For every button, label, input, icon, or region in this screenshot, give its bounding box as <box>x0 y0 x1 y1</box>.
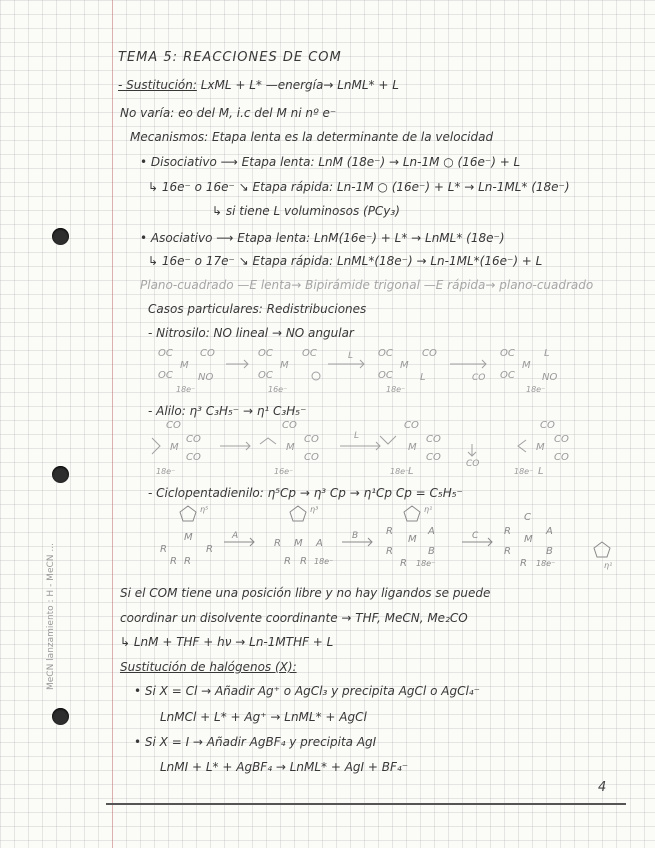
ligand-label: R <box>386 546 393 557</box>
chloride-line: • Si X = Cl → Añadir Ag⁺ o AgCl₃ y precipita AgCl o AgCl₄⁻ <box>134 684 480 698</box>
ligand-label: A <box>546 526 553 537</box>
electron-count: 18e⁻ <box>314 557 334 566</box>
mecanismos-line: Mecanismos: Etapa lenta es la determinante de la velocidad <box>130 130 494 144</box>
page-rule <box>106 803 626 805</box>
ligand-label: R <box>386 526 393 537</box>
page-title: TEMA 5: REACCIONES DE COM <box>118 50 342 65</box>
disociativo-fast-line: ↳ 16e⁻ o 16e⁻ ↘ Etapa rápida: Ln-1M ○ (16e⁻) + L* → Ln-1ML* (18e⁻) <box>148 180 570 194</box>
ligand-label: R <box>400 558 407 569</box>
ligand-label: CO <box>404 420 419 431</box>
ligand-label: L <box>408 466 414 477</box>
ligand-label: B <box>546 546 553 557</box>
nitrosilo-diagram <box>150 340 590 402</box>
geometry-path-line: Plano-cuadrado —E lenta→ Bipirámide trigonal —E rápida→ plano-cuadrado <box>140 278 594 292</box>
asociativo-fast-line: ↳ 16e⁻ o 17e⁻ ↘ Etapa rápida: LnML*(18e⁻) → Ln-1ML*(16e⁻) + L <box>148 254 543 268</box>
alilo-svg <box>150 416 590 478</box>
metal-label: M <box>522 360 531 371</box>
ligand-label: OC <box>158 348 173 359</box>
ligand-label: OC <box>500 370 515 381</box>
metal-label: M <box>180 360 189 371</box>
ligand-label: OC <box>302 348 317 359</box>
cp-svg <box>150 500 620 572</box>
ligand-label: R <box>300 556 307 567</box>
ligand-label: CO <box>200 348 215 359</box>
voluminosos-line: ↳ si tiene L voluminosos (PCy₃) <box>212 204 400 218</box>
alilo-diagram <box>150 416 590 482</box>
ligand-label: OC <box>258 348 273 359</box>
arrow-label: CO <box>472 373 486 383</box>
ligand-label: R <box>206 544 213 555</box>
metal-label: M <box>294 538 303 549</box>
asociativo-line: • Asociativo ⟶ Etapa lenta: LnM(16e⁻) + L* → LnML* (18e⁻) <box>140 231 505 245</box>
ligand-label: CO <box>540 420 555 431</box>
electron-count: 18e⁻ <box>416 559 436 568</box>
ligand-label: B <box>428 546 435 557</box>
electron-count: 18e⁻ <box>536 559 556 568</box>
ligand-label: CO <box>166 420 181 431</box>
metal-label: M <box>536 442 545 453</box>
ligand-label: CO <box>304 452 319 463</box>
ligand-label: CO <box>426 452 441 463</box>
ligand-label: CO <box>304 434 319 445</box>
ligand-label: NO <box>542 372 558 383</box>
arrow-label: C <box>472 531 479 541</box>
arrow-label: A <box>232 531 239 541</box>
casos-line: Casos particulares: Redistribuciones <box>148 302 367 316</box>
ligand-label: CO <box>554 434 569 445</box>
ligand-label: CO <box>554 452 569 463</box>
electron-count: 18e⁻ <box>514 467 534 476</box>
ligand-label: R <box>284 556 291 567</box>
metal-label: M <box>524 534 533 545</box>
binder-hole <box>52 466 69 483</box>
iodide-line: • Si X = I → Añadir AgBF₄ y precipita AgI <box>134 735 377 749</box>
ligand-label: A <box>428 526 435 537</box>
ligand-label: R <box>170 556 177 567</box>
substitution-heading <box>118 78 399 92</box>
binder-hole <box>52 708 69 725</box>
arrow-label: L <box>354 431 360 441</box>
ligand-label: OC <box>500 348 515 359</box>
metal-label: M <box>408 442 417 453</box>
posicion-libre-line-1: Si el COM tiene una posición libre y no hay ligandos se puede <box>120 586 491 600</box>
ligand-label: CO <box>426 434 441 445</box>
ligand-label: OC <box>158 370 173 381</box>
hapticity-label: η¹ <box>604 561 613 570</box>
chloride-equation: LnMCl + L* + Ag⁺ → LnML* + AgCl <box>160 710 367 724</box>
cp-diagram <box>150 500 620 576</box>
no-varia-line: No varía: eo del M, i.c del M ni nº e⁻ <box>120 106 337 120</box>
ligand-label: R <box>504 526 511 537</box>
margin-line <box>112 0 113 848</box>
ligand-label: CO <box>186 452 201 463</box>
metal-label: M <box>280 360 289 371</box>
metal-label: M <box>400 360 409 371</box>
ligand-label: R <box>520 558 527 569</box>
ligand-label: CO <box>186 434 201 445</box>
ligand-label: CO <box>422 348 437 359</box>
hapticity-label: η³ <box>310 505 319 514</box>
metal-label: M <box>184 532 193 543</box>
electron-count: 18e⁻ <box>156 467 176 476</box>
ligand-label: CO <box>282 420 297 431</box>
ligand-label: L <box>544 348 550 359</box>
arrow-label: CO <box>466 459 480 469</box>
ligand-label: L <box>420 372 426 383</box>
ligand-label: OC <box>378 348 393 359</box>
margin-note: MeCN lanzamiento : H - MeCN ... <box>46 543 56 690</box>
metal-label: M <box>408 534 417 545</box>
ligand-label: OC <box>258 370 273 381</box>
electron-count: 18e⁻ <box>176 385 196 394</box>
halogenos-heading: Sustitución de halógenos (X): <box>120 660 297 674</box>
ligand-label: NO <box>198 372 214 383</box>
metal-label: M <box>170 442 179 453</box>
ligand-label: OC <box>378 370 393 381</box>
ligand-label: R <box>504 546 511 557</box>
hapticity-label: η¹ <box>424 505 433 514</box>
alilo-line: - Alilo: η³ C₃H₅⁻ → η¹ C₃H₅⁻ <box>148 404 307 418</box>
arrow-label: L <box>348 351 354 361</box>
metal-label: M <box>286 442 295 453</box>
posicion-libre-line-3: ↳ LnM + THF + hν → Ln-1MTHF + L <box>120 635 334 649</box>
ciclopentadienilo-line: - Ciclopentadienilo: η⁵Cp → η³ Cp → η¹Cp Cp = C₅H₅⁻ <box>148 486 463 500</box>
electron-count: 18e⁻ <box>386 385 406 394</box>
electron-count: 18e⁻ <box>526 385 546 394</box>
nitrosilo-svg <box>150 340 590 398</box>
ligand-label: L <box>538 466 544 477</box>
posicion-libre-line-2: coordinar un disolvente coordinante → THF, MeCN, Me₂CO <box>120 611 468 625</box>
substitution-equation: LxML + L* —energía→ LnML* + L <box>200 78 399 92</box>
electron-count: 18e⁻ <box>390 467 410 476</box>
electron-count: 16e⁻ <box>274 467 294 476</box>
ligand-label: R <box>274 538 281 549</box>
substitution-label: - Sustitución: <box>118 78 197 92</box>
disociativo-line: • Disociativo ⟶ Etapa lenta: LnM (18e⁻) → Ln-1M ○ (16e⁻) + L <box>140 155 521 169</box>
ligand-label: A <box>316 538 323 549</box>
hapticity-label: η⁵ <box>200 505 209 514</box>
nitrosilo-line: - Nitrosilo: NO lineal → NO angular <box>148 326 354 340</box>
ligand-label: R <box>184 556 191 567</box>
arrow-label: B <box>352 531 359 541</box>
iodide-equation: LnMI + L* + AgBF₄ → LnML* + AgI + BF₄⁻ <box>160 760 409 774</box>
ligand-label: C <box>524 512 531 523</box>
binder-hole <box>52 228 69 245</box>
page-number: 4 <box>598 780 607 795</box>
ligand-label: R <box>160 544 167 555</box>
electron-count: 16e⁻ <box>268 385 288 394</box>
